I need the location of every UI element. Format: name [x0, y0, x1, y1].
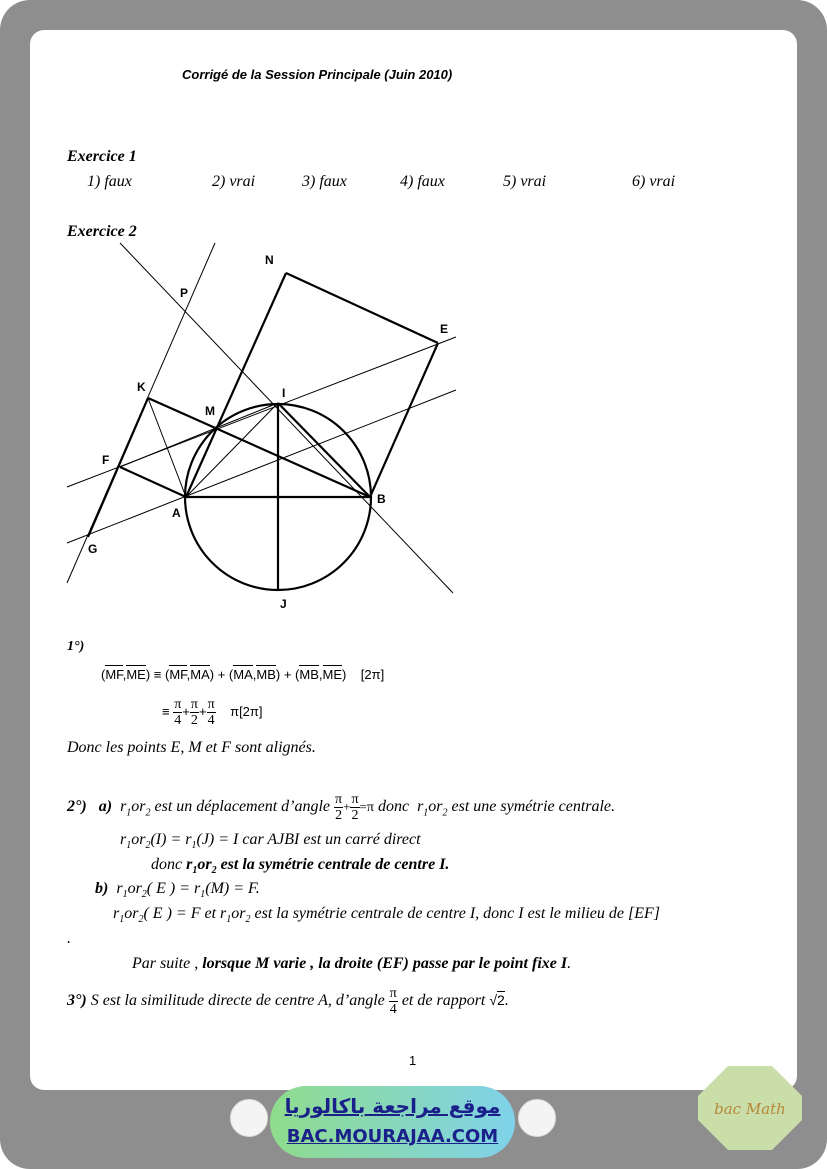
- exercise2-heading: Exercice 2: [67, 223, 137, 240]
- q1-conclusion: Donc les points E, M et F sont alignés.: [67, 739, 316, 756]
- q2b-line2: $r_1or_2$( E ) = F et $r_1or_2$ est la symétrie centrale de centre I, donc I est le milieu de [EF]: [113, 905, 660, 926]
- vec-mf: MF: [105, 667, 123, 682]
- q1-equation-line1: (MF,ME) ≡ (MF,MA) + (MA,MB) + (MB,ME) [2π]: [101, 667, 385, 682]
- equiv-1: ≡: [153, 667, 162, 682]
- label-K: K: [137, 380, 146, 394]
- label-I: I: [282, 386, 286, 400]
- q2a-line3: donc $r_1or_2$ est la symétrie centrale de centre I.: [151, 856, 450, 877]
- label-J: J: [280, 597, 287, 611]
- label-P: P: [180, 286, 189, 300]
- label-F: F: [102, 453, 110, 467]
- vec-ma: MA: [190, 667, 210, 682]
- mod-1: [2π]: [360, 667, 385, 682]
- q2-conclusion: Par suite , lorsque M varie , la droite (EF) passe par le point fixe I.: [132, 955, 572, 972]
- vec-me: ME: [126, 667, 146, 682]
- ex1-answer-4: 4) faux: [400, 173, 445, 190]
- label-E: E: [440, 322, 449, 336]
- q2a-line: 2°) a) $r_1or_2$ est un déplacement d’angle $\frac{\pi}{2}$ + $\frac{\pi}{2}$ =π donc $r_1or_2$ est une symétrie centrale.: [67, 792, 616, 823]
- vec-mb: MB: [256, 667, 276, 682]
- q3-line: 3°) S est la similitude directe de centre A, d’angle $\frac{\pi}{4}$ et de rapport √2.: [67, 986, 509, 1017]
- svg-text:bac Math: bac Math: [714, 1100, 786, 1118]
- label-G: G: [88, 542, 98, 556]
- ex1-answer-6: 6) vrai: [632, 173, 676, 190]
- bac-math-badge: [698, 1066, 802, 1150]
- ex1-answer-1: 1) faux: [87, 173, 132, 190]
- banner-url-link[interactable]: BAC.MOURAJAA.COM: [286, 1126, 499, 1147]
- q2b-line: b) $r_1or_2$( E ) = $r_1(M) = F$.: [95, 880, 260, 901]
- site-logo-right: [518, 1099, 556, 1137]
- exercise1-heading: Exercice 1: [67, 148, 137, 165]
- equiv-2: ≡: [162, 703, 170, 719]
- label-N: N: [265, 253, 274, 267]
- banner-arabic-link[interactable]: موقع مراجعة باكالوريا: [284, 1094, 501, 1118]
- site-logo-left: [230, 1099, 268, 1137]
- document-title: Corrigé de la Session Principale (Juin 2010): [182, 67, 453, 82]
- label-B: B: [377, 492, 386, 506]
- vec-mf-2: MF: [169, 667, 187, 682]
- vec-ma-2: MA: [233, 667, 253, 682]
- mod-2: π[2π]: [230, 703, 263, 719]
- q2a-line2: $r_1or_2(I) = r_1(J) = I$ car AJBI est un carré direct: [120, 831, 421, 852]
- q1-equation-line2: ≡ $\frac{\pi}{4}$ + $\frac{\pi}{2}$ + $\frac{\pi}{4}$ π[2π]: [162, 697, 263, 728]
- label-M: M: [205, 404, 215, 418]
- ex1-answer-5: 5) vrai: [503, 173, 547, 190]
- vec-mb-2: MB: [299, 667, 319, 682]
- q1-label: 1°): [67, 639, 85, 654]
- vec-me-2: ME: [322, 667, 342, 682]
- site-banner[interactable]: [270, 1086, 515, 1158]
- ex1-answer-2: 2) vrai: [212, 173, 256, 190]
- stray-dot: .: [67, 930, 71, 947]
- page-number: 1: [409, 1053, 417, 1068]
- ex1-answer-3: 3) faux: [302, 173, 347, 190]
- label-A: A: [172, 506, 181, 520]
